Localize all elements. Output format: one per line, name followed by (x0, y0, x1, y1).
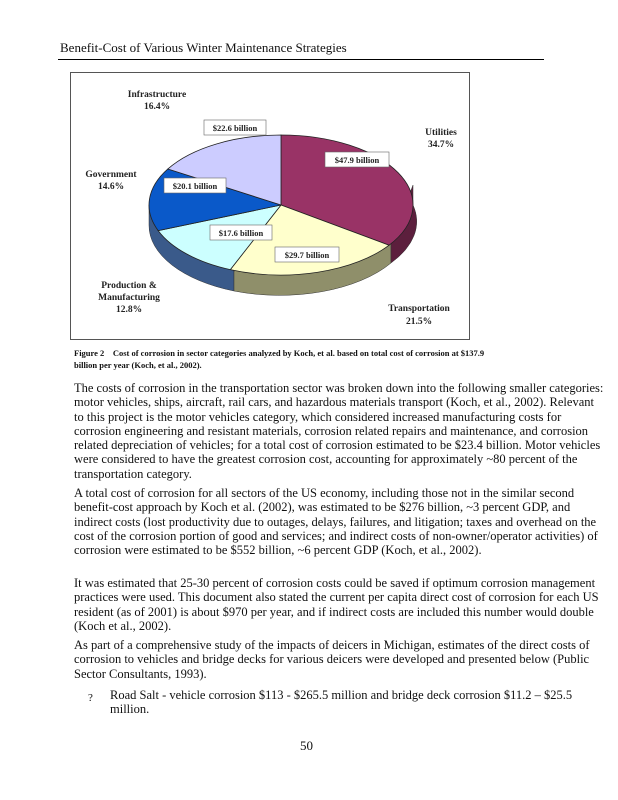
value-box-infrastructure (204, 120, 266, 135)
svg-text:$29.7 billion: $29.7 billion (284, 250, 330, 260)
label-utilities-pct: 34.7% (427, 140, 455, 150)
page-number: 50 (300, 738, 313, 753)
header-rule (58, 59, 544, 60)
label-government-pct: 14.6% (97, 182, 125, 192)
figure-caption (74, 347, 494, 371)
page-header: Benefit-Cost of Various Winter Maintenance Strategies (60, 40, 347, 55)
svg-text:$47.9 billion: $47.9 billion (334, 155, 380, 165)
label-infrastructure-pct: 16.4% (143, 102, 171, 112)
value-box-production (210, 225, 272, 240)
pie-chart (71, 73, 469, 339)
label-production-pct: 12.8% (115, 305, 143, 315)
svg-text:$20.1 billion: $20.1 billion (172, 181, 218, 191)
paragraph-3: It was estimated that 25-30 percent of corrosion costs could be saved if optimum corrosion management practices were used. This document also stated the current per capita direct cost of corrosion for each US resident (as of 2001) is about $970 per year, and if indirect costs are included this number would double (Koch et al., 2002). (74, 576, 599, 633)
caption-text: Cost of corrosion in sector categories analyzed by Koch, et al. based on total cost of corrosion at $137.9 billion per year (Koch, et al., 2002). (74, 348, 485, 370)
label-transportation-pct: 21.5% (405, 317, 433, 327)
value-box-utilities (325, 152, 389, 167)
pie-chart-figure (70, 72, 470, 340)
caption-prefix: Figure 2 (74, 348, 105, 358)
svg-text:$17.6 billion: $17.6 billion (218, 228, 264, 238)
paragraph-4: As part of a comprehensive study of the impacts of deicers in Michigan, estimates of the direct costs of corrosion to vehicles and bridge decks for various deicers were developed and presented below (Public Sector Consultants, 1993). (74, 638, 590, 681)
label-transportation: Transportation (388, 304, 450, 314)
label-infrastructure: Infrastructure (127, 90, 187, 100)
paragraph-2: A total cost of corrosion for all sectors of the US economy, including those not in the similar second benefit-cost approach by Koch et al. (2002), was estimated to be $276 billion, ~3 percent GDP, and indirect costs (lost productivity due to outages, delays, failures, and litigation; taxes and overhead on the cost of the corrosion portion of good and services; and indirect costs of non-owner/operator activities) of corrosion were estimated to be $552 billion, ~6 percent GDP (Koch, et al., 2002). (74, 486, 598, 558)
label-government: Government (85, 170, 137, 180)
label-production-1: Production & (101, 281, 157, 291)
label-production-2: Manufacturing (98, 293, 160, 303)
value-box-government (164, 178, 226, 193)
value-box-transportation (275, 247, 339, 262)
label-utilities: Utilities (425, 128, 457, 138)
bullet-item: Road Salt - vehicle corrosion $113 - $265.5 million and bridge deck corrosion $11.2 – $25.5 million. (110, 688, 573, 717)
paragraph-1: The costs of corrosion in the transportation sector was broken down into the following smaller categories: motor vehicles, ships, aircraft, rail cars, and hazardous materials transport (Koch, et al., 2002). Relevant to this project is the motor vehicles category, which considered increased manufacturing costs for corrosion engineering and resistant materials, corrosion related repairs and maintenance, and corrosion related depreciation of vehicles; for a total cost of corrosion estimated to be $23.4 billion. Motor vehicles were considered to have the greatest corrosion cost, accounting for approximately ~80 percent of the transportation category. (74, 381, 604, 481)
bullet-marker: ? (88, 692, 93, 704)
svg-text:$22.6 billion: $22.6 billion (212, 123, 258, 133)
